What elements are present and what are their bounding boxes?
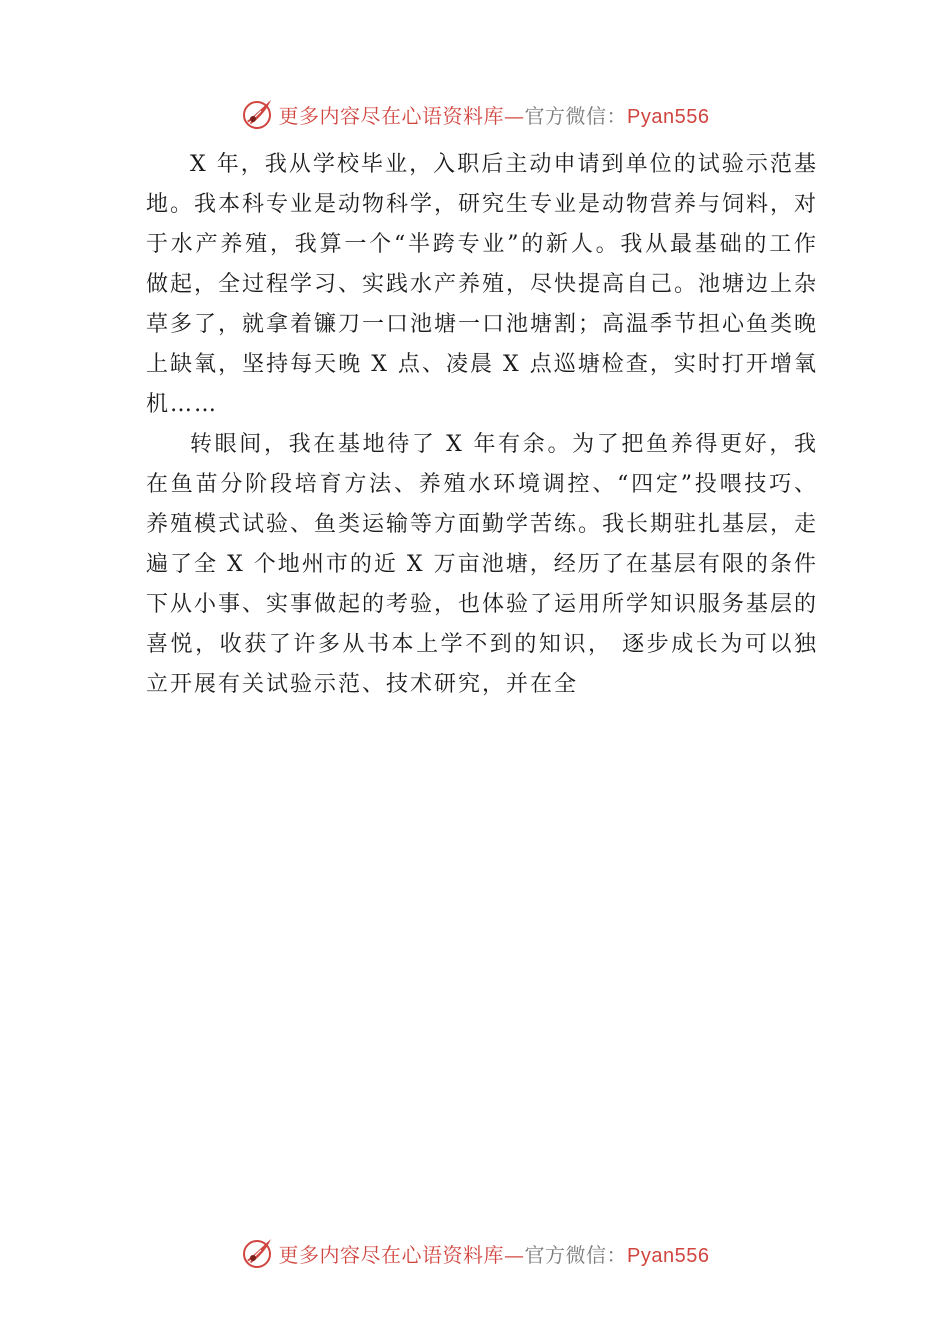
paragraph-1: X 年，我从学校毕业，入职后主动申请到单位的试验示范基地。我本科专业是动物科学，研究生专业是动物营养与饲料，对于水产养殖，我算一个“半跨专业”的新人。我从最基础的工作做起，全过程学习、实践水产养殖，尽快提高自己。池塘边上杂草多了，就拿着镰刀一口池塘一口池塘割；高温季节担心鱼类晚上缺氧，坚持每天晚 X 点、凌晨 X 点巡塘检查，实时打开增氧机…… [146, 152, 819, 417]
quill-pen-logo-icon [241, 97, 275, 131]
banner-dash: — [504, 103, 525, 128]
banner-wechat-label: 官方微信： [524, 1242, 628, 1267]
banner-main-text: 更多内容尽在心语资料库 [278, 1242, 505, 1267]
banner-wechat-id: Pyan556 [627, 1244, 710, 1267]
banner-main-text: 更多内容尽在心语资料库 [278, 103, 505, 128]
header-banner-text [279, 100, 710, 129]
banner-wechat-id: Pyan556 [627, 105, 710, 128]
header-banner [0, 94, 950, 134]
paragraph-2: 转眼间，我在基地待了 X 年有余。为了把鱼养得更好，我在鱼苗分阶段培育方法、养殖水环境调控、“四定”投喂技巧、养殖模式试验、鱼类运输等方面勤学苦练。我长期驻扎基层，走遍了全 X 个地州市的近 X 万亩池塘，经历了在基层有限的条件下从小事、实事做起的考验，也体验了运用所学知识服务基层的喜悦，收获了许多从书本上学不到的知识， 逐步成长为可以独立开展有关试验示范、技术研究，并在全 [146, 432, 819, 697]
quill-pen-logo-icon [241, 1236, 275, 1270]
banner-wechat-label: 官方微信： [524, 103, 628, 128]
banner-dash: — [504, 1242, 525, 1267]
document-body [146, 145, 818, 705]
footer-banner [0, 1233, 950, 1273]
footer-banner-text [279, 1239, 710, 1268]
